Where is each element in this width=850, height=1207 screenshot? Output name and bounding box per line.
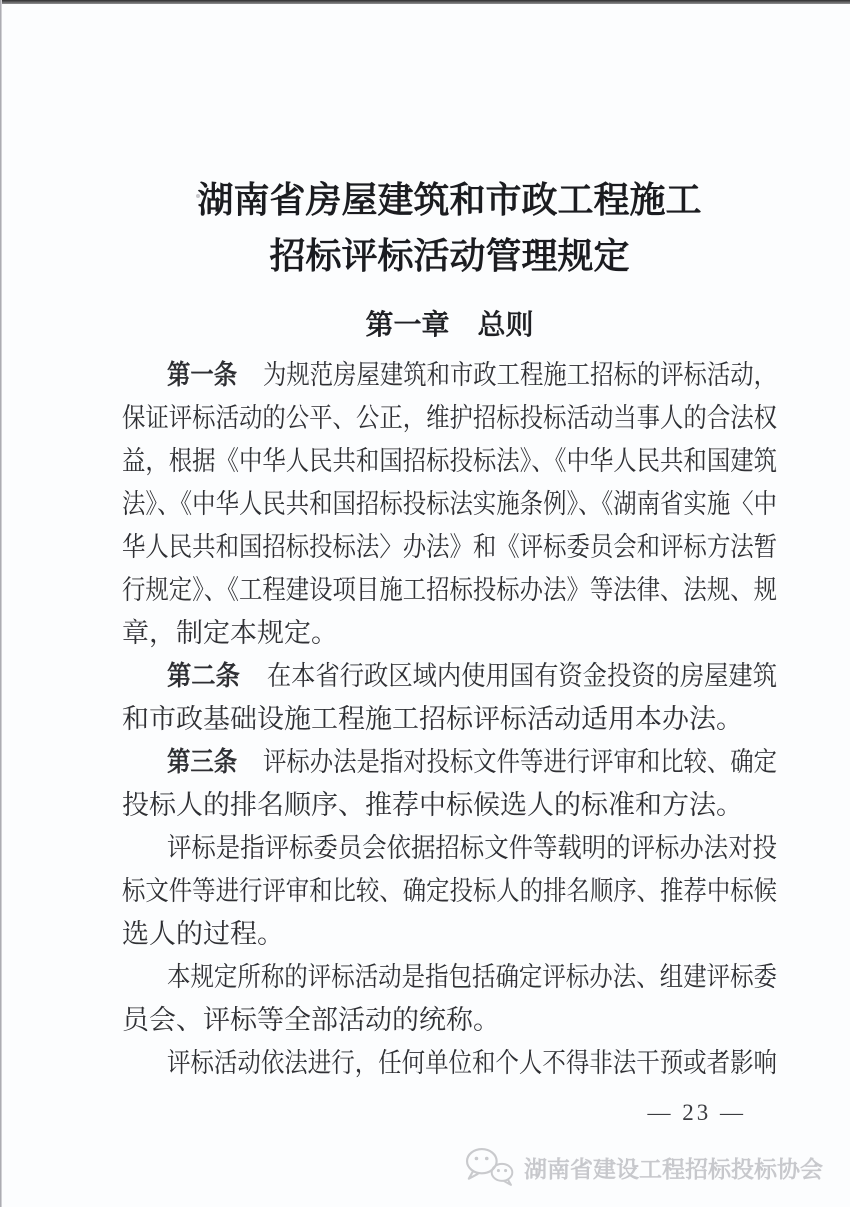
- line-text: 评标活动依法进行，任何单位和个人不得非法干预或者影响: [167, 1048, 777, 1078]
- line-text: 投标人的排名顺序、推荐中标候选人的标准和方法。: [122, 790, 743, 820]
- article-line: [122, 354, 777, 397]
- line-text: 第三条 评标办法是指对投标文件等进行评审和比较、确定: [167, 747, 777, 777]
- line-text: 益，根据《中华人民共和国招标投标法》、《中华人民共和国建筑: [122, 446, 777, 476]
- line-text: 行规定》、《工程建设项目施工招标投标办法》等法律、法规、规: [122, 575, 777, 605]
- article-number: 第三条: [167, 747, 238, 777]
- body-line: [122, 526, 777, 569]
- line-text: 评标是指评标委员会依据招标文件等载明的评标办法对投: [167, 833, 777, 863]
- page-number: — 23 —: [647, 1100, 746, 1125]
- line-text: 本规定所称的评标活动是指包括确定评标办法、组建评标委: [167, 962, 777, 992]
- association-name: 湖南省建设工程招标投标协会: [524, 1155, 823, 1182]
- line-text: 标文件等进行评审和比较、确定投标人的排名顺序、推荐中标候: [122, 876, 777, 906]
- body-line: [122, 440, 777, 483]
- line-text: 第一条 为规范房屋建筑和市政工程施工招标的评标活动，: [167, 360, 777, 390]
- document-title: [122, 172, 777, 284]
- article-number: 第一条: [167, 360, 238, 390]
- line-text: 第二条 在本省行政区域内使用国有资金投资的房屋建筑: [167, 661, 777, 691]
- article-line: [122, 741, 777, 784]
- article-number: 第二条: [167, 661, 240, 691]
- footer-watermark: [463, 1146, 823, 1188]
- body-line: [122, 913, 777, 956]
- line-text: 华人民共和国招标投标法〉办法》和《评标委员会和评标方法暂: [122, 532, 777, 562]
- body-line: [122, 999, 777, 1042]
- body-line: [122, 612, 777, 655]
- body-line: [122, 956, 777, 999]
- line-text: 章，制定本规定。: [122, 618, 338, 648]
- scan-left-edge: [0, 0, 2, 1207]
- body-line: [122, 1042, 777, 1085]
- line-text: 员会、评标等全部活动的统称。: [122, 1005, 500, 1035]
- body-line: [122, 397, 777, 440]
- body-line: [122, 569, 777, 612]
- body-line: [122, 698, 777, 741]
- body-line: [122, 483, 777, 526]
- line-text: 保证评标活动的公平、公正，维护招标投标活动当事人的合法权: [122, 403, 777, 433]
- chapter-heading: 第一章 总则: [365, 310, 534, 341]
- title-line-2: 招标评标活动管理规定: [269, 236, 630, 276]
- line-text: 选人的过程。: [122, 919, 284, 949]
- body-line: [122, 784, 777, 827]
- title-line-1: 湖南省房屋建筑和市政工程施工: [197, 180, 702, 220]
- wechat-bubbles-icon: [463, 1146, 515, 1188]
- body-line: [122, 827, 777, 870]
- document-content: [122, 0, 777, 1085]
- body-line: [122, 870, 777, 913]
- article-line: [122, 655, 777, 698]
- line-text: 和市政基础设施工程施工招标评标活动适用本办法。: [122, 704, 743, 734]
- line-text: 法》、《中华人民共和国招标投标法实施条例》、《湖南省实施〈中: [122, 489, 777, 519]
- document-body: [122, 354, 777, 1085]
